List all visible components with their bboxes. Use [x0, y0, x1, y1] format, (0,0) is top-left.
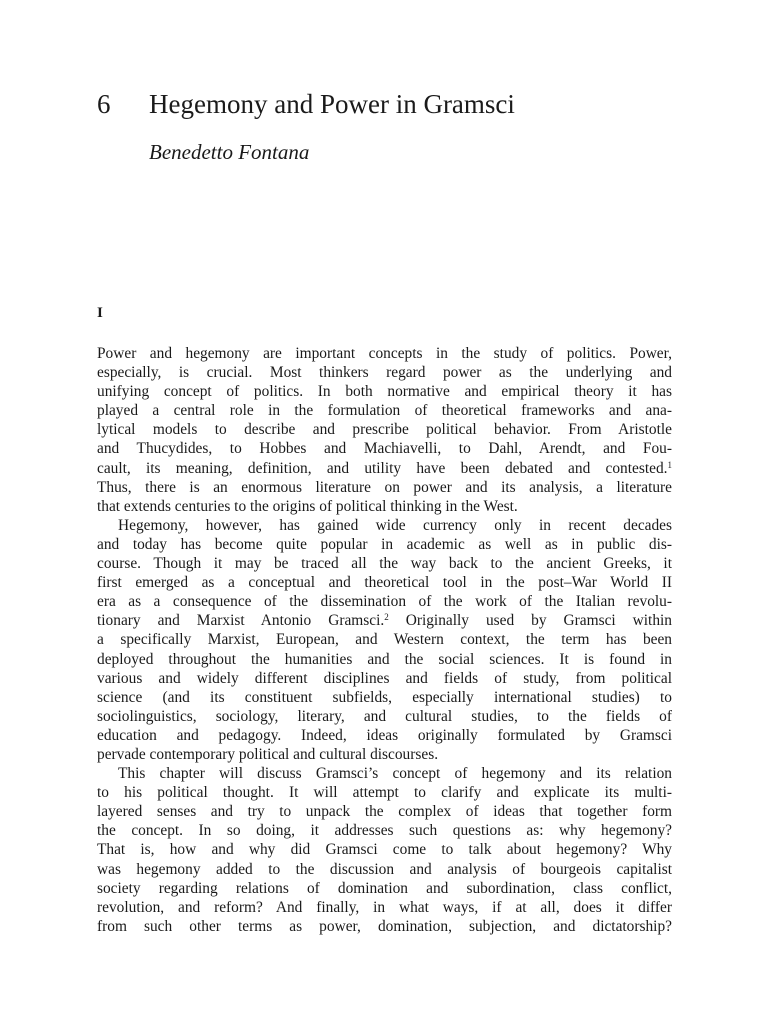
- text-line: [97, 860, 672, 879]
- text-line-content: unifying concept of politics. In both normative and empirical theory it has: [97, 383, 672, 401]
- text-line: [97, 611, 672, 630]
- text-line-content: pervade contemporary political and cultural discourses.: [97, 745, 439, 763]
- text-line: [97, 745, 672, 764]
- text-line: [97, 783, 672, 802]
- text-line-content: era as a consequence of the dissemination of the work of the Italian revolu-: [97, 593, 672, 611]
- text-line: [97, 439, 672, 458]
- text-line-content: tionary and Marxist Antonio Gramsci.: [97, 612, 385, 630]
- text-line-content: education and pedagogy. Indeed, ideas originally formulated by Gramsci: [97, 726, 672, 744]
- text-line: [97, 573, 672, 592]
- chapter-author: Benedetto Fontana: [149, 140, 310, 164]
- body-text: [97, 344, 672, 936]
- text-line-content: layered senses and try to unpack the complex of ideas that together form: [97, 803, 672, 821]
- text-line-content: cault, its meaning, definition, and utility have been debated and contested.: [97, 459, 668, 477]
- text-line: [97, 630, 672, 649]
- text-line-content: This chapter will discuss Gramsci’s concept of hegemony and its relation: [118, 765, 672, 783]
- text-line-content: society regarding relations of domination and subordination, class conflict,: [97, 879, 672, 897]
- text-line-content: and today has become quite popular in academic as well as in public dis-: [97, 535, 672, 553]
- text-line: [97, 535, 672, 554]
- text-line-content: That is, how and why did Gramsci come to talk about hegemony? Why: [97, 841, 672, 859]
- text-line-content: to his political thought. It will attempt to clarify and explicate its multi-: [97, 784, 672, 802]
- text-line-content: played a central role in the formulation of theoretical frameworks and ana-: [97, 402, 672, 420]
- text-line: [97, 497, 672, 516]
- text-line: [97, 898, 672, 917]
- text-line: [97, 879, 672, 898]
- text-line: [97, 650, 672, 669]
- text-line-content: Thus, there is an enormous literature on power and its analysis, a literature: [97, 478, 672, 496]
- text-line-content: and Thucydides, to Hobbes and Machiavelli, to Dahl, Arendt, and Fou-: [97, 440, 672, 458]
- footnote-marker: 1: [667, 459, 672, 470]
- text-line: [97, 516, 672, 535]
- text-line: [97, 592, 672, 611]
- text-line: [97, 344, 672, 363]
- text-line: [97, 401, 672, 420]
- text-line-content: sociolinguistics, sociology, literary, and cultural studies, to the fields of: [97, 707, 672, 725]
- chapter-heading: [97, 86, 515, 122]
- text-line-content: was hegemony added to the discussion and analysis of bourgeois capitalist: [97, 860, 672, 878]
- text-line: [97, 802, 672, 821]
- text-line: [97, 420, 672, 439]
- text-line-content: revolution, and reform? And finally, in what ways, if at all, does it differ: [97, 898, 672, 916]
- section-heading: I: [97, 305, 103, 321]
- footnote-marker: 2: [384, 612, 389, 623]
- chapter-number: 6: [97, 89, 111, 119]
- text-line-content: a specifically Marxist, European, and Western context, the term has been: [97, 631, 672, 649]
- text-line: [97, 917, 672, 936]
- text-line-content: lytical models to describe and prescribe political behavior. From Aristotle: [97, 421, 672, 439]
- text-line-content: that extends centuries to the origins of political thinking in the West.: [97, 497, 518, 515]
- text-line: [97, 688, 672, 707]
- text-line: [97, 478, 672, 497]
- text-line-content: Hegemony, however, has gained wide currency only in recent decades: [118, 516, 672, 534]
- text-line: [97, 363, 672, 382]
- text-line: [97, 821, 672, 840]
- text-line: [97, 726, 672, 745]
- chapter-title: Hegemony and Power in Gramsci: [149, 89, 515, 119]
- text-line-content: first emerged as a conceptual and theoretical tool in the post–War World II: [97, 574, 672, 592]
- text-line-continuation: Originally used by Gramsci within: [388, 612, 673, 630]
- text-line-content: Power and hegemony are important concepts in the study of politics. Power,: [97, 345, 672, 362]
- text-line-content: the concept. In so doing, it addresses such questions as: why hegemony?: [97, 822, 672, 840]
- text-line: [97, 459, 672, 478]
- text-line: [97, 382, 672, 401]
- text-line-content: deployed throughout the humanities and the social sciences. It is found in: [97, 650, 672, 668]
- text-line-content: science (and its constituent subfields, especially international studies) to: [97, 688, 672, 706]
- text-line: [97, 764, 672, 783]
- text-line: [97, 707, 672, 726]
- text-line: [97, 840, 672, 859]
- text-line-content: from such other terms as power, domination, subjection, and dictatorship?: [97, 917, 672, 935]
- text-line-content: various and widely different disciplines and fields of study, from political: [97, 669, 672, 687]
- text-line-content: especially, is crucial. Most thinkers regard power as the underlying and: [97, 364, 672, 382]
- text-line: [97, 554, 672, 573]
- text-line: [97, 669, 672, 688]
- text-line-content: course. Though it may be traced all the way back to the ancient Greeks, it: [97, 555, 672, 573]
